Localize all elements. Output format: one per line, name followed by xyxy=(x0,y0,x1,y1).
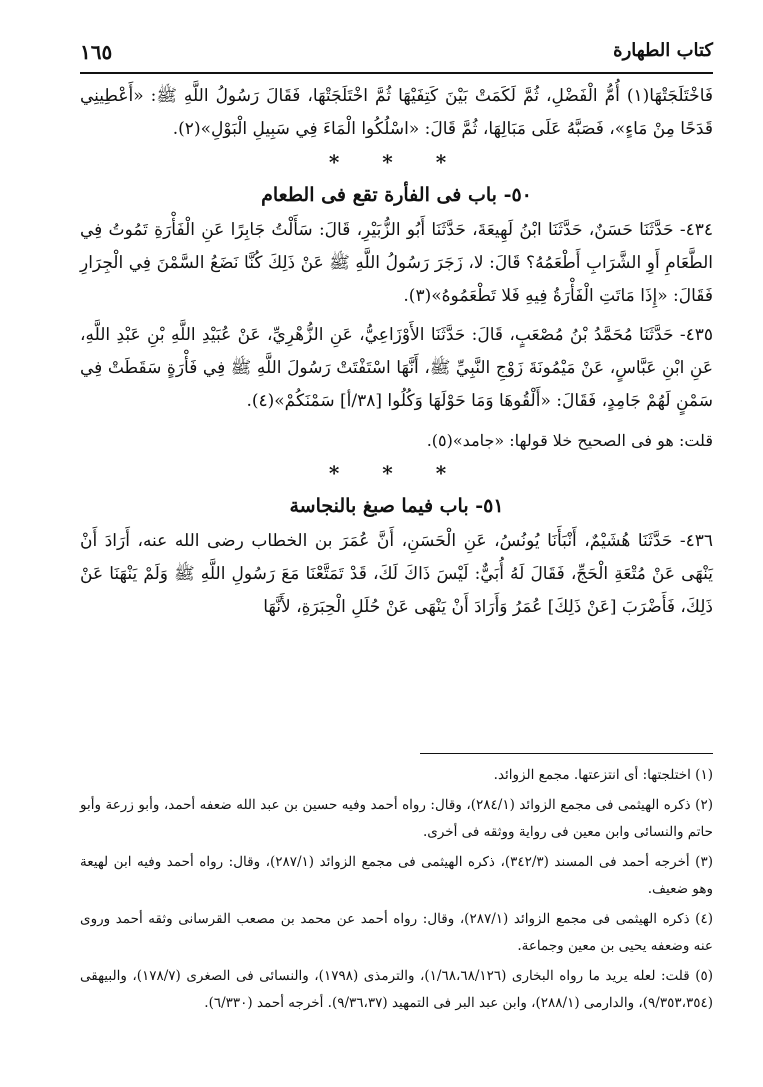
main-text xyxy=(80,80,713,624)
footnote-4: (٤) ذكره الهيثمى فى مجمع الزوائد (٢٨٧/١)، وقال: رواه أحمد عن محمد بن مصعب القرسانى وثقه أحمد وروى عنه وضعفه يحيى بن معين وجماعة. xyxy=(80,911,713,954)
footnotes xyxy=(80,762,713,1020)
footnote-divider xyxy=(420,753,713,754)
chapter-heading-50: ٥٠- باب فى الفأرة تقع فى الطعام xyxy=(261,184,532,206)
hadith-435: ٤٣٥- حَدَّثَنَا مُحَمَّدُ بْنُ مُصْعَبٍ، قَالَ: حَدَّثَنَا الأَوْزَاعِيُّ، عَنِ الزُّهْرِيِّ، عَنْ عُبَيْدِ اللَّهِ بْنِ عَبْدِ اللَّهِ، عَنِ ابْنِ عَبَّاسٍ، عَنْ مَيْمُونَةَ زَوْجِ النَّبِيِّ ﷺ، أَنَّهَا اسْتَفْتَتْ رَسُولَ اللَّهِ ﷺ فِي فَأْرَةٍ سَقَطَتْ فِي سَمْنٍ لَهُمْ جَامِدٍ، فَقَالَ: «أَلْقُوهَا وَمَا حَوْلَهَا وَكُلُوا [٣٨/أ] سَمْنَكُمْ»(٤). xyxy=(80,325,713,411)
section-separator: * * * xyxy=(328,461,465,485)
note-435: قلت: هو فى الصحيح خلا قولها: «جامد»(٥). xyxy=(426,431,713,450)
book-title: كتاب الطهارة xyxy=(613,40,713,61)
header-divider xyxy=(80,72,713,74)
footnote-3: (٣) أخرجه أحمد فى المسند (٣٤٢/٣)، ذكره الهيثمى فى مجمع الزوائد (٢٨٧/١)، وقال: رواه أحمد وفيه ابن لهيعة وهو ضعيف. xyxy=(80,854,713,897)
footnote-2: (٢) ذكره الهيثمى فى مجمع الزوائد (٢٨٤/١)، وقال: رواه أحمد وفيه حسين بن عبد الله ضعفه أحمد، وأبو زرعة وأبو حاتم والنسائى وابن معين فى رواية ووثقه فى أخرى. xyxy=(80,797,713,840)
section-separator: * * * xyxy=(328,150,465,174)
hadith-434: ٤٣٤- حَدَّثَنَا حَسَنٌ، حَدَّثَنَا ابْنُ لَهِيعَةَ، حَدَّثَنَا أَبُو الزُّبَيْرِ، قَالَ: سَأَلْتُ جَابِرًا عَنِ الْفَأْرَةِ تَمُوتُ فِي الطَّعَامِ أَوِ الشَّرَابِ أَطْعَمُهُ؟ قَالَ: لا، زَجَرَ رَسُولُ اللَّهِ ﷺ عَنْ ذَلِكَ كُنَّا نَضَعُ السَّمْنَ فِي الْجِرَارِ فَقَالَ: «إِذَا مَاتَتِ الْفَأْرَةُ فِيهِ فَلا تَطْعَمُوهُ»(٣). xyxy=(80,220,713,306)
chapter-heading-51: ٥١- باب فيما صبغ بالنجاسة xyxy=(289,495,504,517)
page-header xyxy=(80,36,713,70)
hadith-436: ٤٣٦- حَدَّثَنَا هُشَيْمٌ، أَنْبَأَنَا يُونُسُ، عَنِ الْحَسَنِ، أَنَّ عُمَرَ بن الخطاب رضى الله عنه، أَرَادَ أَنْ يَنْهَى عَنْ مُتْعَةِ الْحَجِّ، فَقَالَ لَهُ أُبَيٌّ: لَيْسَ ذَاكَ لَكَ، قَدْ تَمَتَّعْنَا مَعَ رَسُولِ اللَّهِ ﷺ وَلَمْ يَنْهَنَا عَنْ ذَلِكَ، فَأَضْرَبَ [عَنْ ذَلِكَ] عُمَرُ وَأَرَادَ أَنْ يَنْهَى عَنْ حُلَلِ الْحِبَرَةِ، لأَنَّهَا xyxy=(80,531,713,617)
page-number: ١٦٥ xyxy=(80,40,113,64)
footnote-5: (٥) قلت: لعله يريد ما رواه البخارى (١/٦٨،٦٨/١٢٦)، والترمذى (١٧٩٨)، والنسائى فى الصغرى (١٧٨/٧)، والبيهقى (٩/٣٥٣،٣٥٤)، والدارمى (٢٨٨/١)، وابن عبد البر فى التمهيد (٩/٣٦،٣٧). أخرجه أحمد (٦/٣٣٠). xyxy=(80,968,714,1011)
intro-paragraph: فَاخْتَلَجَتْهَا(١) أُمُّ الْفَضْلِ، ثُمَّ لَكَمَتْ بَيْنَ كَتِفَيْهَا ثُمَّ اخْتَلَجَتْهَا، فَقَالَ رَسُولُ اللَّهِ ﷺ: «أَعْطِينِي قَدَحًا مِنْ مَاءٍ»، فَصَبَّهُ عَلَى مَبَالِهَا، ثُمَّ قَالَ: «اسْلُكُوا الْمَاءَ فِي سَبِيلِ الْبَوْلِ»(٢). xyxy=(80,86,713,139)
footnote-1: (١) اختلجتها: أى انتزعتها. مجمع الزوائد. xyxy=(493,767,713,783)
